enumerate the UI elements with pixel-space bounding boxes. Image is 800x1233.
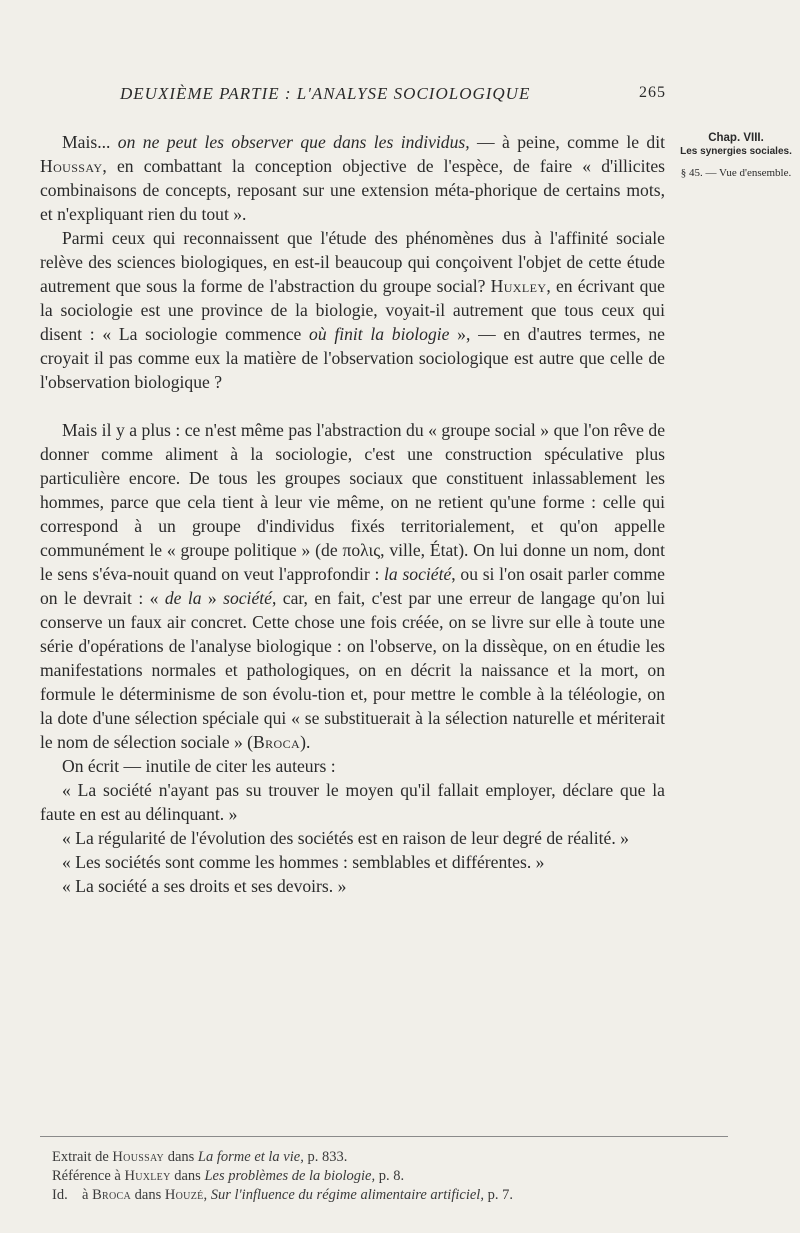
text-span: — à peine, comme le dit [469,132,665,152]
text-span: p. 7. [483,1187,513,1203]
footnote-1 [52,1148,692,1167]
author-name: Houssay [40,156,103,176]
page-number: 265 [639,84,666,101]
margin-chapter: Chap. VIII. [708,132,764,144]
paragraph-2 [40,226,665,394]
quote-2: « La régularité de l'évolution des sociétés est en raison de leur degré de réalité. » [62,828,629,848]
text-span: Parmi ceux qui reconnaissent que l'étude des phénomènes dus à l'affinité sociale relève des sciences biologiques, en est-il beaucoup qui conçoivent l'objet de cette étude autrement que sous la forme de l'abstraction du groupe social? [40,228,665,296]
text-span: , car, en fait, c'est par une erreur de langage qu'on lui conserve un faux air concret. Cette chose une fois créée, on se livre sur elle à toute une série d'opérations de l'analyse biologique : on l'observe, on la dissèque, on en étudie les manifestations normales et pathologiques, on en décrit la naissance et la mort, on formule le déterminisme de son évolu-tion et, pour mettre le comble à la téléologie, on la dote d'une sélection spéciale qui « se substituerait à la sélection naturelle et mériterait le nom de sélection sociale » ( [40,588,665,752]
text-span: » [201,588,224,608]
text-span: , en écrivant que la sociologie est une province de la biologie, voyait-il autrement que tous ceux qui disent : « La sociologie commence [40,276,665,344]
text-span: ). [300,732,311,752]
footnotes [52,1148,692,1205]
author-name: Huxley [124,1168,171,1184]
text-span: Extrait de [52,1149,113,1165]
ibid-mark: Id. [52,1187,68,1203]
italic-span: de la [164,588,202,608]
footnote-3 [52,1186,692,1205]
text-span: Référence à [52,1168,125,1184]
text-span: à [82,1187,93,1203]
page-header [120,84,666,114]
text-span: dans [131,1187,165,1203]
text-span: , ou si l'on osait parler comme on le devrait : « [40,564,665,608]
footnote-divider [40,1136,728,1137]
quote-3: « Les sociétés sont comme les hommes : semblables et différentes. » [62,852,545,872]
text-span: p. 8. [375,1168,405,1184]
paragraph-3 [40,418,665,754]
italic-span: on ne peut les observer que dans les individus, [117,132,470,152]
author-name: Huxley [490,276,547,296]
text-span: Mais il y a plus : ce n'est même pas l'abstraction du « groupe social » que l'on rêve de donner comme aliment à la sociologie, c'est une construction spéculative plus particulière encore. De tous les groupes sociaux que constituent inlassablement les hommes, parce que cela tient à leur vie même, on ne retient qu'une forme : celle qui correspond à un groupe d'individus fixés territorialement, et qu'on appelle communément le « groupe politique » (de πολις, ville, État). On lui donne un nom, dont le sens s'éva-nouit quand on veut l'approfondir : [40,420,665,584]
author-name: Broca [92,1187,132,1203]
quote-1: « La société n'ayant pas su trouver le moyen qu'il fallait employer, déclare que la faute en est au délinquant. » [40,780,665,824]
margin-section: § 45. — Vue d'ensemble. [680,167,792,179]
text-span: », — en d'autres termes, ne croyait il pas comme eux la matière de l'observation sociologique est autre que celle de l'observation biologique ? [40,324,665,392]
italic-span: la société [384,564,452,584]
margin-chapter-subtitle: Les synergies sociales. [680,146,792,157]
work-title: La forme et la vie, [197,1149,304,1165]
quote-4: « La société a ses droits et ses devoirs. » [62,876,347,896]
author-name: Broca [253,732,301,752]
text-span: Mais... [62,132,118,152]
text-span: p. 833. [303,1149,348,1165]
italic-span: société [223,588,272,608]
text-span: dans [164,1149,198,1165]
italic-span: où finit la biologie [309,324,450,344]
text-span: , en combattant la conception objective de l'espèce, de faire « d'illicites combinaisons de concepts, reposant sur une extension méta-phorique de certains mots, et n'expliquant rien du tout ». [40,156,665,224]
text-span: , [203,1187,211,1203]
paragraph-4: On écrit — inutile de citer les auteurs : [62,756,336,776]
margin-note [680,131,792,180]
paragraph-1 [40,130,665,226]
main-text [40,130,665,898]
author-name: Houzé [164,1187,204,1203]
work-title: Sur l'influence du régime alimentaire artificiel, [210,1187,484,1203]
text-span: dans [170,1168,205,1184]
running-head: DEUXIÈME PARTIE : L'ANALYSE SOCIOLOGIQUE [120,84,531,103]
footnote-2 [52,1167,692,1186]
work-title: Les problèmes de la biologie, [204,1168,376,1184]
author-name: Houssay [112,1149,165,1165]
